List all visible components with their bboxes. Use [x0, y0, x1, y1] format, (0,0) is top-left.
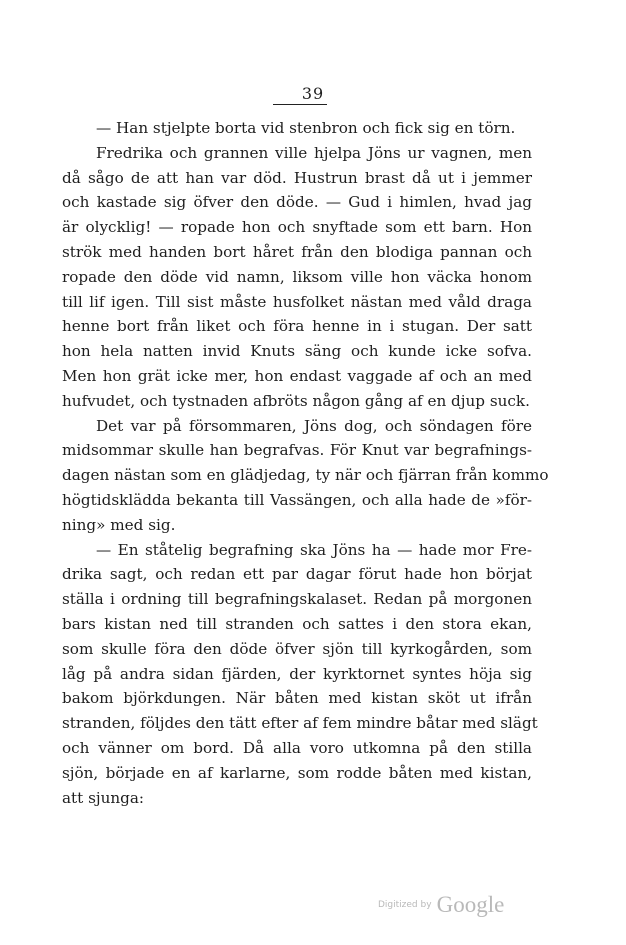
text-line: högtidsklädda bekanta till Vassängen, och alla hade de »för-: [62, 490, 532, 509]
body-text: [62, 116, 549, 810]
text-line: då sågo de att han var död. Hustrun brast då ut i jemmer: [62, 168, 532, 187]
text-line: ställa i ordning till begrafningskalaset. Redan på morgonen: [62, 590, 532, 609]
text-line: hon hela natten invid Knuts säng och kunde icke sofva.: [62, 342, 532, 361]
text-line: bars kistan ned till stranden och sattes i den stora ekan,: [62, 614, 532, 633]
page-number: 39: [301, 84, 325, 103]
text-line: strök med handen bort håret från den blodiga pannan och: [62, 242, 532, 261]
text-line: — Han stjelpte borta vid stenbron och fick sig en törn.: [96, 119, 516, 137]
text-line: dagen nästan som en glädjedag, ty när och fjärran från kommo: [62, 466, 549, 485]
text-line: låg på andra sidan fjärden, der kyrktornet syntes höja sig: [62, 664, 532, 683]
text-line: ropade den döde vid namn, liksom ville hon väcka honom: [62, 267, 532, 286]
text-line: att sjunga:: [62, 788, 145, 807]
header-rule: [273, 104, 327, 105]
text-line: bakom björkdungen. När båten med kistan sköt ut ifrån: [62, 689, 532, 708]
text-line: sjön, började en af karlarne, som rodde båten med kistan,: [62, 763, 532, 782]
text-line: drika sagt, och redan ett par dagar förut hade hon börjat: [62, 565, 532, 584]
text-line: hufvudet, och tystnaden afbröts någon gång af en djup suck.: [62, 391, 530, 410]
text-line: till lif igen. Till sist måste husfolket nästan med våld draga: [62, 292, 532, 311]
text-line: stranden, följdes den tätt efter af fem mindre båtar med slägt: [62, 714, 538, 733]
text-line: Fredrika och grannen ville hjelpa Jöns ur vagnen, men: [96, 143, 532, 162]
text-line: ning» med sig.: [62, 515, 176, 534]
watermark-brand: Google: [436, 892, 505, 917]
text-line: och kastade sig öfver den döde. — Gud i himlen, hvad jag: [62, 193, 532, 212]
text-line: och vänner om bord. Då alla voro utkomna på den stilla: [62, 738, 532, 757]
text-line: henne bort från liket och föra henne in i stugan. Der satt: [62, 317, 532, 336]
text-line: Det var på försommaren, Jöns dog, och söndagen före: [96, 416, 532, 435]
text-line: midsommar skulle han begrafvas. För Knut var begrafnings-: [62, 441, 532, 460]
text-line: Men hon grät icke mer, hon endast vaggade af och an med: [62, 366, 532, 385]
text-line: som skulle föra den döde öfver sjön till kyrkogården, som: [62, 639, 532, 658]
text-line: är olycklig! — ropade hon och snyftade som ett barn. Hon: [62, 218, 532, 237]
digitized-watermark: [378, 892, 504, 918]
text-line: — En ståtelig begrafning ska Jöns ha — hade mor Fre-: [96, 540, 532, 559]
watermark-prefix: Digitized by: [378, 900, 432, 910]
